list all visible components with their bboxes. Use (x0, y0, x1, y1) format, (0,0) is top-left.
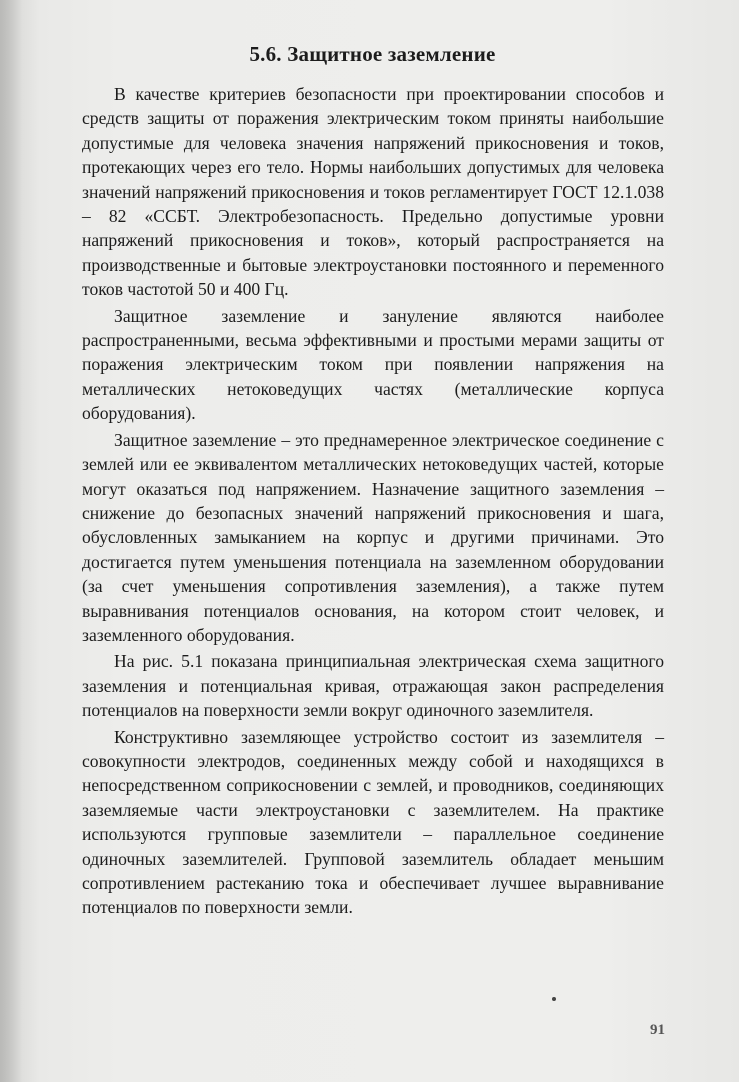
paragraph-criteria: В качестве критериев безопасности при проектировании способов и средств защиты от поражения электрическим током приняты наибольшие допустимые для человека значения напряжений прикосновения и токов, протекающих через его тело. Нормы наибольших допустимых для человека значений напряжений прикосновения и токов регламентирует ГОСТ 12.1.038 – 82 «ССБТ. Электробезопасность. Предельно допустимые уровни напряжений прикосновения и токов», который распространяется на производственные и бытовые электроустановки постоянного и переменного токов частотой 50 и 400 Гц. (82, 84, 664, 300)
paragraph-grounding-device: Конструктивно заземляющее устройство состоит из заземлителя – совокупности электродов, соединенных между собой и находящихся в непосредственном соприкосновении с землей, и проводников, соединяющих заземляемые части электроустановки с заземлителем. На практике используются групповые заземлители – параллельное соединение одиночных заземлителей. Групповой заземлитель обладает меньшим сопротивлением растеканию тока и обеспечивает лучшее выравнивание потенциалов по поверхности земли. (82, 726, 664, 918)
section-title: 5.6. Защитное заземление (249, 42, 496, 66)
page-number: 91 (650, 1022, 665, 1038)
paragraph-grounding-definition: Защитное заземление – это преднамеренное электрическое соединение с землей или ее эквивалентом металлических нетоковедущих частей, которые могут оказаться под напряжением. Назначение защитного заземления – снижение до безопасных значений напряжений прикосновения и шага, обусловленных замыканием на корпус и другими причинами. Это достигается путем уменьшения потенциала на заземленном оборудовании (за счет уменьшения сопротивления заземления), а также путем выравнивания потенциалов основания, на котором стоит человек, и заземленного оборудования. (82, 429, 664, 645)
paragraph-figure-reference: На рис. 5.1 показана принципиальная электрическая схема защитного заземления и потенциальная кривая, отражающая закон распределения потенциалов на поверхности земли вокруг одиночного заземлителя. (82, 651, 664, 721)
paragraph-protective-measures: Защитное заземление и зануление являются наиболее распространенными, весьма эффективными и простыми мерами защиты от поражения электрическим током при появлении напряжения на металлических нетоковедущих частях (металлические корпуса оборудования). (82, 305, 664, 424)
print-speck (552, 997, 556, 1001)
section-body (82, 82, 664, 920)
page-binding-shadow (0, 0, 22, 1082)
